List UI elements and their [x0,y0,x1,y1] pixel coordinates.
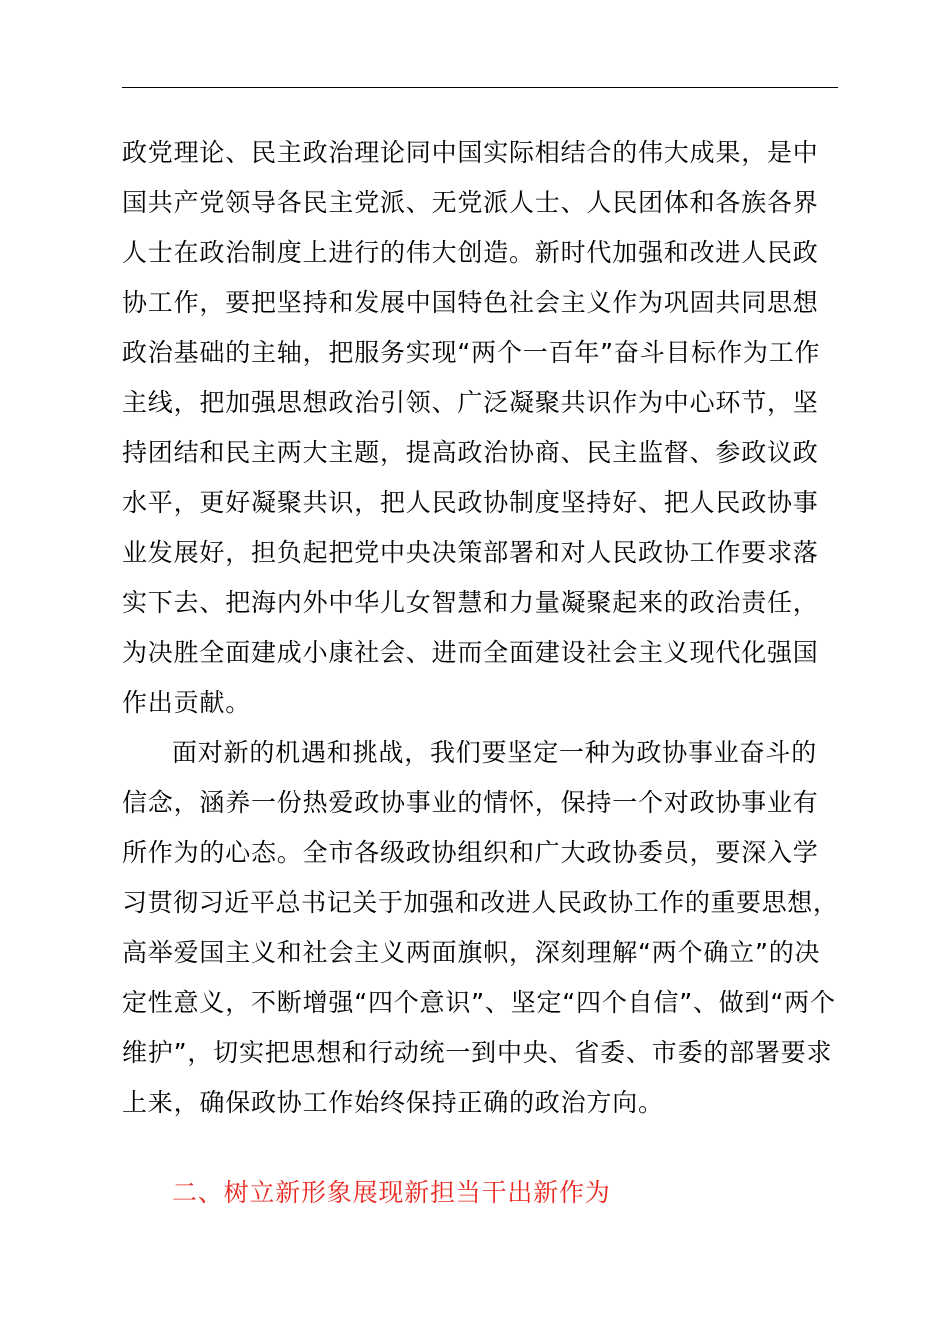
text-line: 维护”，切实把思想和行动统一到中央、省委、市委的部署要求 [122,1038,833,1067]
text-line: 面对新的机遇和挑战，我们要坚定一种为政协事业奋斗的 [172,738,818,767]
header-rule [122,87,838,88]
text-line: 水平，更好凝聚共识，把人民政协制度坚持好、把人民政协事 [122,488,819,517]
text-line: 政党理论、民主政治理论同中国实际相结合的伟大成果，是中 [122,138,819,167]
paragraph-1 [122,128,838,728]
section-heading: 二、树立新形象展现新担当干出新作为 [172,1178,611,1207]
text-line: 定性意义，不断增强“四个意识”、坚定“四个自信”、做到“两个 [122,988,836,1017]
text-line: 为决胜全面建成小康社会、进而全面建设社会主义现代化强国 [122,638,819,667]
text-line: 信念，涵养一份热爱政协事业的情怀，保持一个对政协事业有 [122,788,819,817]
text-line: 人士在政治制度上进行的伟大创造。新时代加强和改进人民政 [122,238,819,267]
body-text [122,128,838,1128]
text-line: 主线，把加强思想政治引领、广泛凝聚共识作为中心环节，坚 [122,388,819,417]
text-line: 实下去、把海内外中华儿女智慧和力量凝聚起来的政治责任， [122,588,819,617]
text-line: 协工作，要把坚持和发展中国特色社会主义作为巩固共同思想 [122,288,819,317]
text-line: 国共产党领导各民主党派、无党派人士、人民团体和各族各界 [122,188,819,217]
text-line: 所作为的心态。全市各级政协组织和广大政协委员，要深入学 [122,838,819,867]
text-line: 习贯彻习近平总书记关于加强和改进人民政协工作的重要思想， [122,888,839,917]
text-line: 政治基础的主轴，把服务实现“两个一百年”奋斗目标作为工作 [122,338,821,367]
paragraph-2 [122,728,838,1128]
text-line: 上来，确保政协工作始终保持正确的政治方向。 [122,1088,664,1117]
text-line: 持团结和民主两大主题，提高政治协商、民主监督、参政议政 [122,438,819,467]
text-line: 业发展好，担负起把党中央决策部署和对人民政协工作要求落 [122,538,819,567]
text-line: 作出贡献。 [122,688,252,717]
text-line: 高举爱国主义和社会主义两面旗帜，深刻理解“两个确立”的决 [122,938,821,967]
